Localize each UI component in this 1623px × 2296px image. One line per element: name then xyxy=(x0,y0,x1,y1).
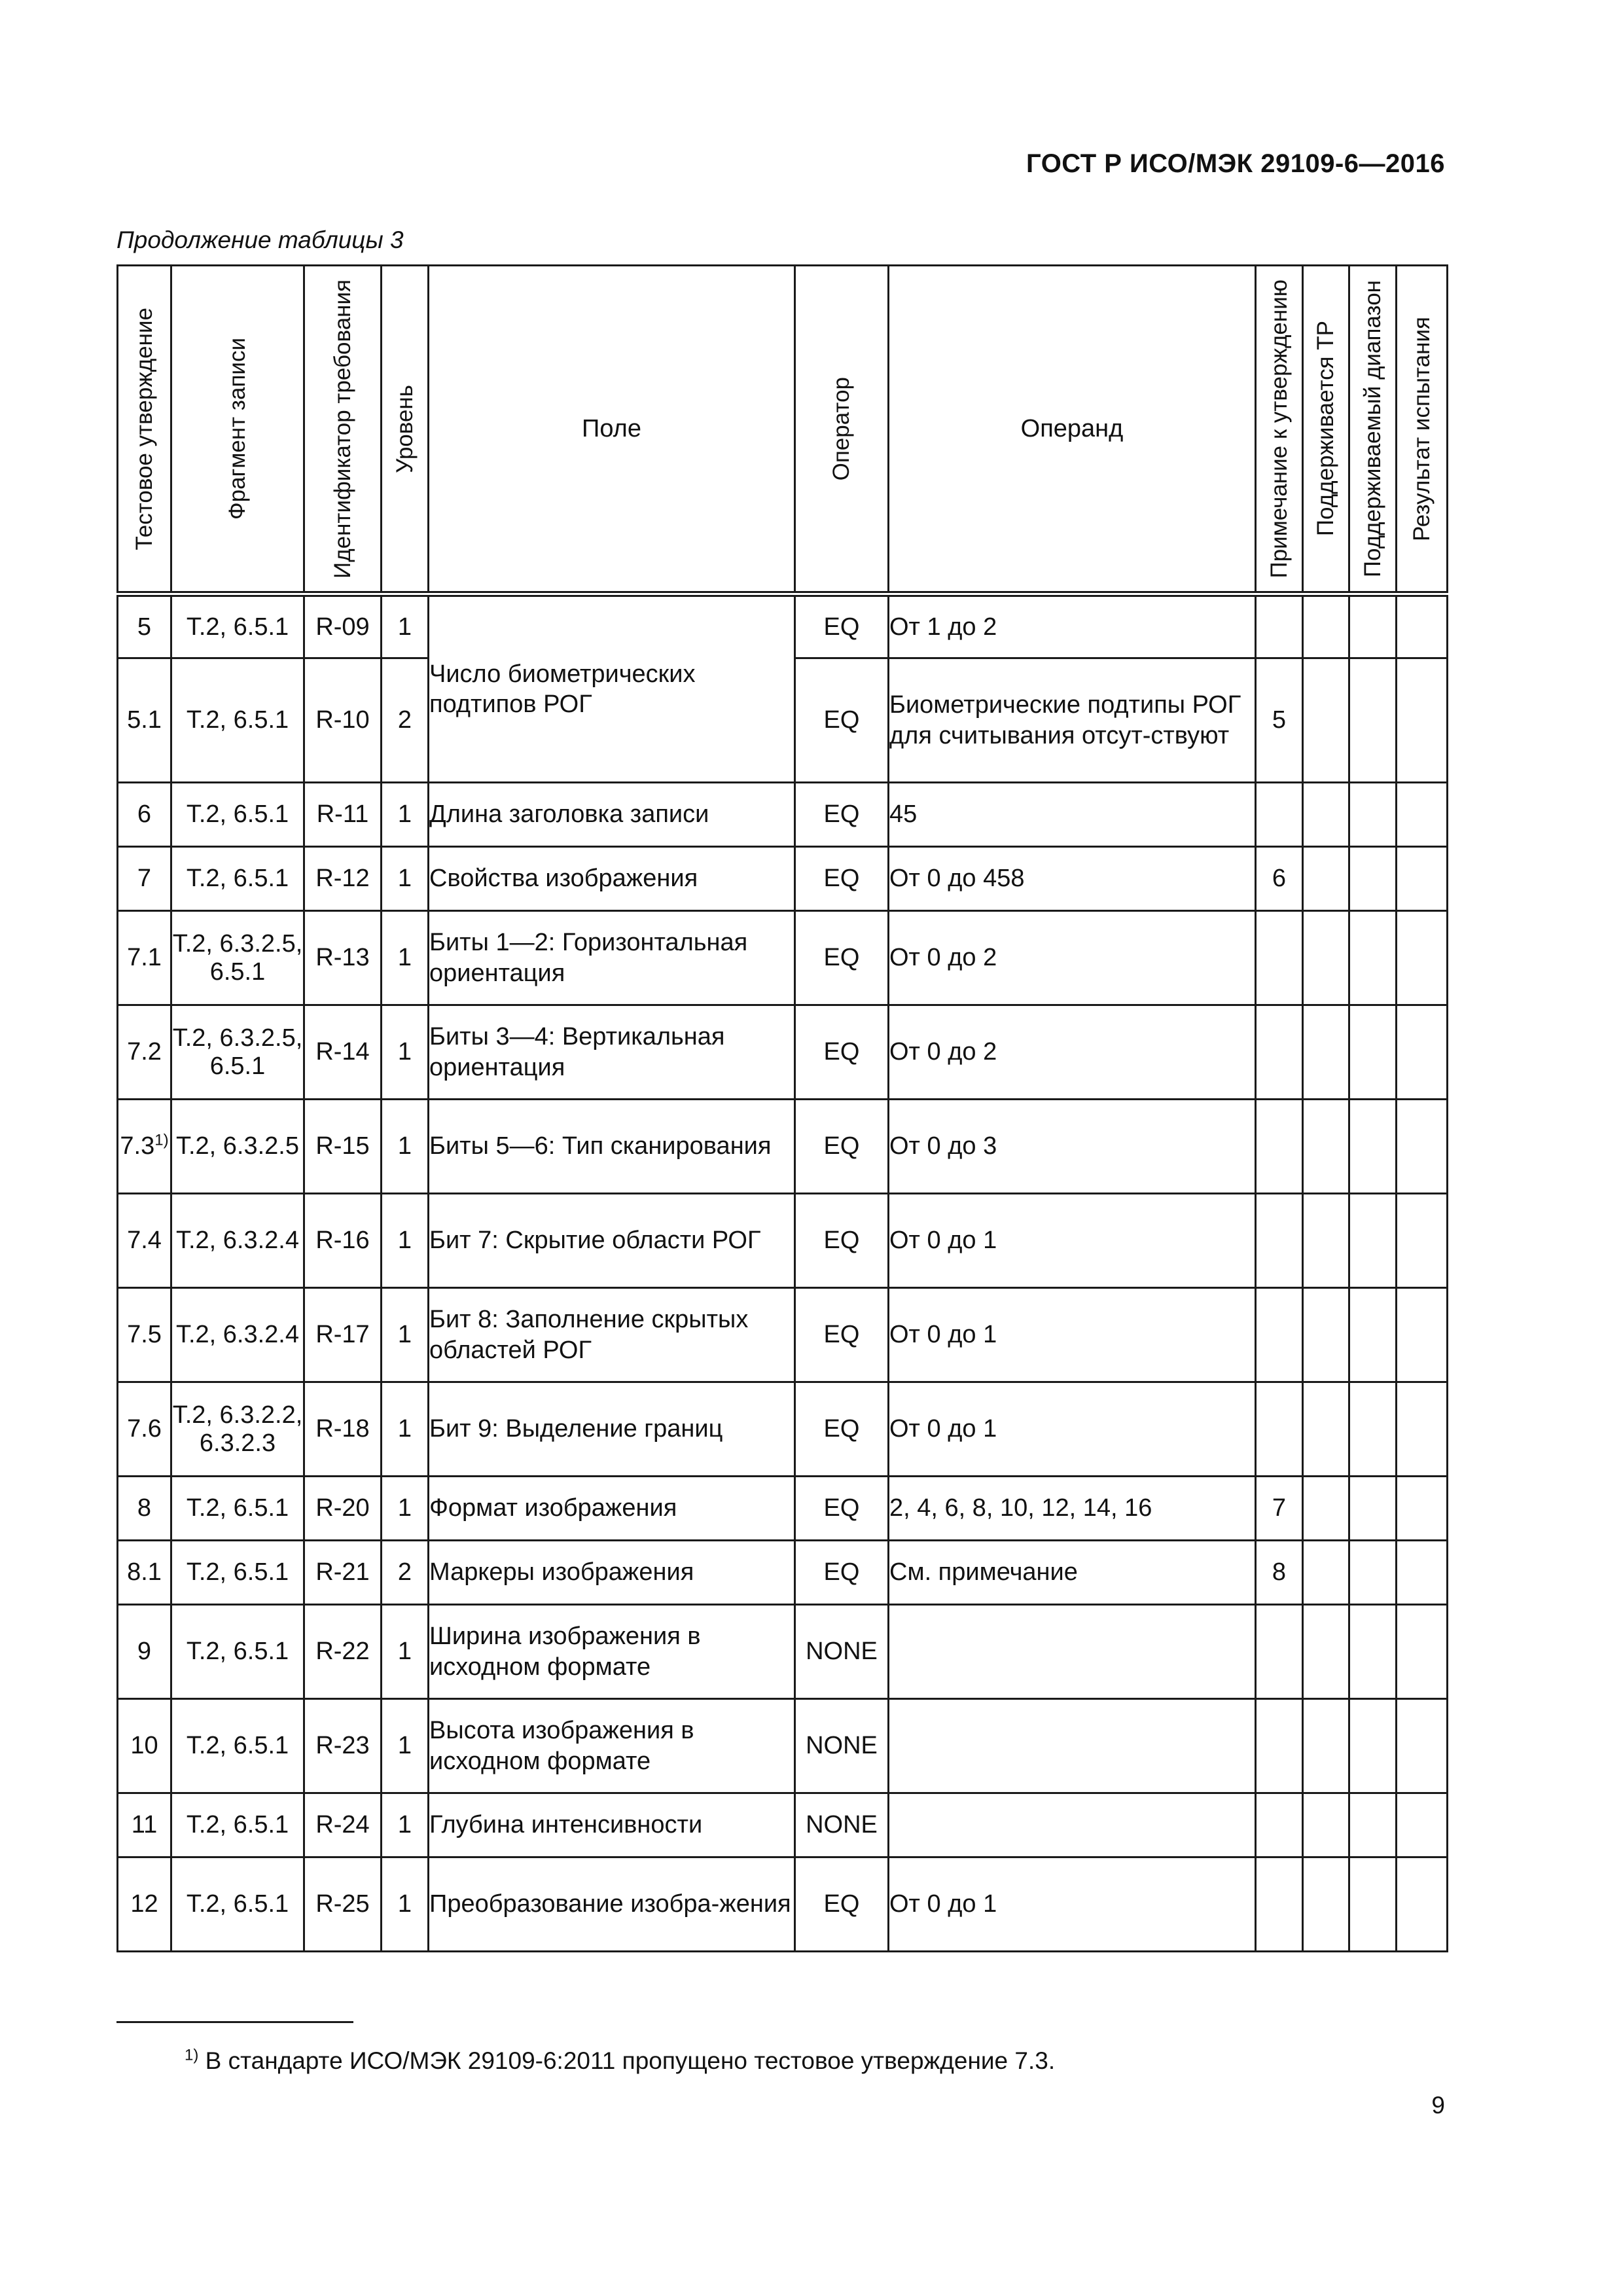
cell-level: 1 xyxy=(382,783,429,847)
cell-note: 5 xyxy=(1256,658,1303,783)
cell-test-result xyxy=(1397,847,1448,911)
cell-fragment: Т.2, 6.5.1 xyxy=(171,1857,304,1952)
cell-test: 7.1 xyxy=(118,911,171,1005)
cell-supported-tr xyxy=(1303,1541,1349,1605)
cell-operator: EQ xyxy=(795,847,889,911)
table-row xyxy=(118,1382,1448,1477)
cell-fragment: Т.2, 6.5.1 xyxy=(171,1699,304,1793)
cell-fragment: Т.2, 6.5.1 xyxy=(171,1793,304,1857)
cell-supported-range xyxy=(1349,1382,1397,1477)
cell-supported-tr xyxy=(1303,1194,1349,1288)
table-row xyxy=(118,1194,1448,1288)
cell-supported-tr xyxy=(1303,1288,1349,1382)
header-row xyxy=(118,266,1448,594)
cell-operator: NONE xyxy=(795,1793,889,1857)
cell-level: 1 xyxy=(382,594,429,658)
table-row xyxy=(118,847,1448,911)
footnote-text: В стандарте ИСО/МЭК 29109-6:2011 пропущено тестовое утверждение 7.3. xyxy=(205,2047,1056,2074)
cell-operand: От 0 до 1 xyxy=(889,1857,1256,1952)
cell-level: 1 xyxy=(382,1100,429,1194)
cell-fragment: Т.2, 6.5.1 xyxy=(171,658,304,783)
cell-operand: От 0 до 1 xyxy=(889,1382,1256,1477)
header-record-fragment: Фрагмент записи xyxy=(171,266,304,594)
cell-level: 1 xyxy=(382,847,429,911)
cell-field: Глубина интенсивности xyxy=(429,1793,795,1857)
cell-note xyxy=(1256,1288,1303,1382)
header-level: Уровень xyxy=(382,266,429,594)
cell-operand: 45 xyxy=(889,783,1256,847)
cell-test: 8 xyxy=(118,1477,171,1541)
cell-level: 1 xyxy=(382,1477,429,1541)
cell-field: Биты 1—2: Горизонтальная ориентация xyxy=(429,911,795,1005)
header-requirement-id: Идентификатор требования xyxy=(304,266,382,594)
cell-supported-tr xyxy=(1303,1857,1349,1952)
cell-test-result xyxy=(1397,1699,1448,1793)
cell-field: Бит 7: Скрытие области РОГ xyxy=(429,1194,795,1288)
cell-fragment: Т.2, 6.3.2.5, 6.5.1 xyxy=(171,911,304,1005)
cell-requirement: R-23 xyxy=(304,1699,382,1793)
cell-supported-range xyxy=(1349,1857,1397,1952)
cell-operand: От 0 до 458 xyxy=(889,847,1256,911)
header-supported-range: Поддерживаемый диапазон xyxy=(1349,266,1397,594)
cell-operand: Биометрические подтипы РОГ для считывания отсут-ствуют xyxy=(889,658,1256,783)
cell-test-result xyxy=(1397,1288,1448,1382)
cell-test: 11 xyxy=(118,1793,171,1857)
cell-test: 9 xyxy=(118,1605,171,1699)
cell-supported-tr xyxy=(1303,1605,1349,1699)
cell-level: 1 xyxy=(382,1699,429,1793)
cell-test: 7.5 xyxy=(118,1288,171,1382)
cell-test: 7.4 xyxy=(118,1194,171,1288)
cell-test xyxy=(118,1100,171,1194)
cell-fragment: Т.2, 6.3.2.5, 6.5.1 xyxy=(171,1005,304,1100)
cell-supported-range xyxy=(1349,1100,1397,1194)
cell-operand: См. примечание xyxy=(889,1541,1256,1605)
cell-level: 1 xyxy=(382,1288,429,1382)
table-row xyxy=(118,783,1448,847)
cell-requirement: R-18 xyxy=(304,1382,382,1477)
table-row xyxy=(118,911,1448,1005)
cell-operand: От 0 до 2 xyxy=(889,1005,1256,1100)
cell-note: 6 xyxy=(1256,847,1303,911)
cell-fragment: Т.2, 6.3.2.4 xyxy=(171,1194,304,1288)
cell-operand xyxy=(889,1605,1256,1699)
cell-supported-tr xyxy=(1303,1793,1349,1857)
cell-test: 8.1 xyxy=(118,1541,171,1605)
cell-supported-range xyxy=(1349,911,1397,1005)
footnote-divider xyxy=(116,2021,353,2023)
cell-field: Маркеры изображения xyxy=(429,1541,795,1605)
cell-test-result xyxy=(1397,1100,1448,1194)
cell-requirement: R-25 xyxy=(304,1857,382,1952)
cell-note xyxy=(1256,911,1303,1005)
cell-fragment: Т.2, 6.5.1 xyxy=(171,783,304,847)
cell-supported-tr xyxy=(1303,1005,1349,1100)
document-code: ГОСТ Р ИСО/МЭК 29109-6—2016 xyxy=(1026,149,1445,178)
cell-note xyxy=(1256,1857,1303,1952)
cell-requirement: R-13 xyxy=(304,911,382,1005)
cell-test-result xyxy=(1397,658,1448,783)
cell-supported-range xyxy=(1349,1541,1397,1605)
cell-operand: От 0 до 2 xyxy=(889,911,1256,1005)
cell-operator: EQ xyxy=(795,1288,889,1382)
cell-supported-tr xyxy=(1303,1382,1349,1477)
cell-supported-range xyxy=(1349,1005,1397,1100)
footnote-marker: 1) xyxy=(154,1131,169,1149)
cell-fragment: Т.2, 6.3.2.2, 6.3.2.3 xyxy=(171,1382,304,1477)
cell-fragment: Т.2, 6.5.1 xyxy=(171,594,304,658)
page-number: 9 xyxy=(1431,2092,1445,2119)
table-row xyxy=(118,1477,1448,1541)
cell-test-result xyxy=(1397,1005,1448,1100)
table-row xyxy=(118,1857,1448,1952)
cell-fragment: Т.2, 6.3.2.4 xyxy=(171,1288,304,1382)
cell-supported-range xyxy=(1349,1605,1397,1699)
cell-supported-range xyxy=(1349,847,1397,911)
cell-level: 1 xyxy=(382,1194,429,1288)
cell-supported-tr xyxy=(1303,1477,1349,1541)
cell-supported-tr xyxy=(1303,594,1349,658)
conformance-table xyxy=(116,264,1448,1952)
cell-operator: EQ xyxy=(795,1005,889,1100)
cell-supported-tr xyxy=(1303,847,1349,911)
cell-requirement: R-16 xyxy=(304,1194,382,1288)
header-operand: Операнд xyxy=(889,266,1256,594)
cell-operator: EQ xyxy=(795,1477,889,1541)
table-row xyxy=(118,1288,1448,1382)
cell-test-result xyxy=(1397,1477,1448,1541)
table-row xyxy=(118,1541,1448,1605)
cell-operator: EQ xyxy=(795,594,889,658)
cell-test: 5.1 xyxy=(118,658,171,783)
cell-operator: EQ xyxy=(795,1382,889,1477)
cell-operand xyxy=(889,1699,1256,1793)
cell-requirement: R-09 xyxy=(304,594,382,658)
test-number: 7.3 xyxy=(120,1132,155,1160)
cell-field: Свойства изображения xyxy=(429,847,795,911)
cell-level: 1 xyxy=(382,1382,429,1477)
cell-level: 1 xyxy=(382,911,429,1005)
cell-fragment: Т.2, 6.5.1 xyxy=(171,1605,304,1699)
cell-level: 1 xyxy=(382,1605,429,1699)
cell-level: 2 xyxy=(382,1541,429,1605)
cell-fragment: Т.2, 6.5.1 xyxy=(171,847,304,911)
cell-field: Биты 5—6: Тип сканирования xyxy=(429,1100,795,1194)
cell-test-result xyxy=(1397,1541,1448,1605)
cell-level: 2 xyxy=(382,658,429,783)
cell-note xyxy=(1256,783,1303,847)
cell-requirement: R-14 xyxy=(304,1005,382,1100)
header-supported-tr: Поддерживается ТР xyxy=(1303,266,1349,594)
cell-operand: От 0 до 1 xyxy=(889,1288,1256,1382)
cell-test-result xyxy=(1397,783,1448,847)
table-row xyxy=(118,1100,1448,1194)
cell-field: Высота изображения в исходном формате xyxy=(429,1699,795,1793)
table-row xyxy=(118,1005,1448,1100)
footnote xyxy=(185,2047,1055,2075)
cell-operator: EQ xyxy=(795,783,889,847)
cell-field: Биты 3—4: Вертикальная ориентация xyxy=(429,1005,795,1100)
cell-test: 5 xyxy=(118,594,171,658)
cell-requirement: R-15 xyxy=(304,1100,382,1194)
cell-note xyxy=(1256,1699,1303,1793)
cell-test: 7.2 xyxy=(118,1005,171,1100)
cell-field: Бит 8: Заполнение скрытых областей РОГ xyxy=(429,1288,795,1382)
cell-requirement: R-11 xyxy=(304,783,382,847)
cell-operand: От 0 до 1 xyxy=(889,1194,1256,1288)
cell-note: 8 xyxy=(1256,1541,1303,1605)
cell-test-result xyxy=(1397,911,1448,1005)
cell-level: 1 xyxy=(382,1857,429,1952)
cell-supported-range xyxy=(1349,1793,1397,1857)
cell-operator: NONE xyxy=(795,1699,889,1793)
cell-operator: EQ xyxy=(795,1541,889,1605)
cell-supported-range xyxy=(1349,1699,1397,1793)
cell-supported-tr xyxy=(1303,1699,1349,1793)
cell-operand: 2, 4, 6, 8, 10, 12, 14, 16 xyxy=(889,1477,1256,1541)
cell-supported-range xyxy=(1349,1477,1397,1541)
cell-test: 10 xyxy=(118,1699,171,1793)
cell-supported-tr xyxy=(1303,1100,1349,1194)
table-caption: Продолжение таблицы 3 xyxy=(116,226,404,253)
cell-note xyxy=(1256,594,1303,658)
cell-operator: EQ xyxy=(795,1857,889,1952)
table-row xyxy=(118,1699,1448,1793)
cell-test-result xyxy=(1397,1605,1448,1699)
cell-level: 1 xyxy=(382,1005,429,1100)
cell-note xyxy=(1256,1005,1303,1100)
cell-requirement: R-12 xyxy=(304,847,382,911)
cell-fragment: Т.2, 6.5.1 xyxy=(171,1541,304,1605)
cell-supported-tr xyxy=(1303,783,1349,847)
cell-note: 7 xyxy=(1256,1477,1303,1541)
cell-fragment: Т.2, 6.3.2.5 xyxy=(171,1100,304,1194)
cell-requirement: R-20 xyxy=(304,1477,382,1541)
table-row xyxy=(118,1605,1448,1699)
table-row xyxy=(118,594,1448,658)
cell-supported-range xyxy=(1349,594,1397,658)
cell-requirement: R-10 xyxy=(304,658,382,783)
cell-test: 6 xyxy=(118,783,171,847)
cell-supported-range xyxy=(1349,1194,1397,1288)
header-field: Поле xyxy=(429,266,795,594)
cell-requirement: R-24 xyxy=(304,1793,382,1857)
cell-test-result xyxy=(1397,1194,1448,1288)
table-row xyxy=(118,1793,1448,1857)
cell-supported-range xyxy=(1349,783,1397,847)
cell-field: Преобразование изобра-жения xyxy=(429,1857,795,1952)
cell-field: Бит 9: Выделение границ xyxy=(429,1382,795,1477)
cell-operator: EQ xyxy=(795,1100,889,1194)
cell-supported-range xyxy=(1349,658,1397,783)
cell-note xyxy=(1256,1382,1303,1477)
cell-operand: От 0 до 3 xyxy=(889,1100,1256,1194)
cell-supported-tr xyxy=(1303,658,1349,783)
cell-level: 1 xyxy=(382,1793,429,1857)
cell-note xyxy=(1256,1194,1303,1288)
cell-fragment: Т.2, 6.5.1 xyxy=(171,1477,304,1541)
cell-requirement: R-21 xyxy=(304,1541,382,1605)
cell-supported-tr xyxy=(1303,911,1349,1005)
cell-field: Формат изображения xyxy=(429,1477,795,1541)
cell-test: 7 xyxy=(118,847,171,911)
cell-test-result xyxy=(1397,1382,1448,1477)
cell-test-result xyxy=(1397,594,1448,658)
cell-note xyxy=(1256,1793,1303,1857)
cell-test-result xyxy=(1397,1857,1448,1952)
header-test-assertion: Тестовое утверждение xyxy=(118,266,171,594)
cell-note xyxy=(1256,1605,1303,1699)
cell-operator: EQ xyxy=(795,911,889,1005)
footnote-marker: 1) xyxy=(185,2046,199,2064)
cell-requirement: R-22 xyxy=(304,1605,382,1699)
cell-requirement: R-17 xyxy=(304,1288,382,1382)
header-test-result: Результат испытания xyxy=(1397,266,1448,594)
cell-test-result xyxy=(1397,1793,1448,1857)
cell-field: Число биометрических подтипов РОГ xyxy=(429,594,795,783)
header-assertion-note: Примечание к утверждению xyxy=(1256,266,1303,594)
cell-operator: EQ xyxy=(795,658,889,783)
cell-test: 7.6 xyxy=(118,1382,171,1477)
cell-operand xyxy=(889,1793,1256,1857)
cell-operator: NONE xyxy=(795,1605,889,1699)
cell-test: 12 xyxy=(118,1857,171,1952)
header-operator: Оператор xyxy=(795,266,889,594)
cell-field: Длина заголовка записи xyxy=(429,783,795,847)
cell-note xyxy=(1256,1100,1303,1194)
cell-supported-range xyxy=(1349,1288,1397,1382)
cell-field: Ширина изображения в исходном формате xyxy=(429,1605,795,1699)
cell-operator: EQ xyxy=(795,1194,889,1288)
cell-operand: От 1 до 2 xyxy=(889,594,1256,658)
